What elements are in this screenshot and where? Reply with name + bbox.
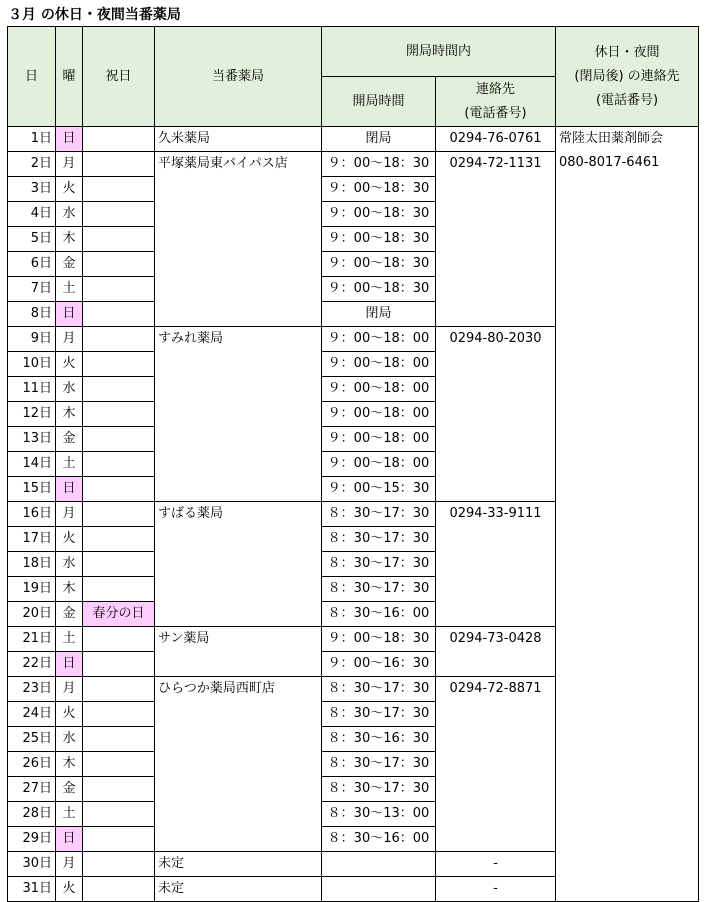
weekday-cell: 月 <box>56 852 83 877</box>
hours-cell: ９：00～18：30 <box>322 152 436 177</box>
hours-cell: ９：00～15：30 <box>322 477 436 502</box>
hours-cell: 閉局 <box>322 302 436 327</box>
holiday-cell <box>83 777 155 802</box>
hours-cell: ８：30～16：00 <box>322 827 436 852</box>
weekday-cell: 土 <box>56 802 83 827</box>
day-cell: 20日 <box>8 602 56 627</box>
day-cell: 23日 <box>8 677 56 702</box>
night-contact-cell <box>556 127 699 902</box>
holiday-cell <box>83 852 155 877</box>
day-cell: 8日 <box>8 302 56 327</box>
hours-cell: ９：00～18：00 <box>322 377 436 402</box>
day-cell: 24日 <box>8 702 56 727</box>
day-cell: 18日 <box>8 552 56 577</box>
holiday-cell <box>83 452 155 477</box>
hours-cell: ８：30～17：30 <box>322 777 436 802</box>
holiday-cell <box>83 727 155 752</box>
weekday-cell: 日 <box>56 127 83 152</box>
weekday-cell: 日 <box>56 827 83 852</box>
hours-cell: 閉局 <box>322 127 436 152</box>
hours-cell <box>322 852 436 877</box>
hours-cell: ９：00～18：00 <box>322 452 436 477</box>
hours-cell: ８：30～17：30 <box>322 752 436 777</box>
holiday-cell <box>83 702 155 727</box>
day-cell: 21日 <box>8 627 56 652</box>
hours-cell: ８：30～17：30 <box>322 502 436 527</box>
weekday-cell: 木 <box>56 227 83 252</box>
day-cell: 27日 <box>8 777 56 802</box>
day-cell: 16日 <box>8 502 56 527</box>
hours-cell: ８：30～16：30 <box>322 727 436 752</box>
pharmacy-name-cell: ひらつか薬局西町店 <box>155 677 322 852</box>
header-holiday: 祝日 <box>83 27 155 127</box>
pharmacy-name-cell: 未定 <box>155 852 322 877</box>
day-cell: 5日 <box>8 227 56 252</box>
hours-cell <box>322 877 436 902</box>
night-contact-tel: 080-8017-6461 <box>559 155 660 170</box>
holiday-cell <box>83 877 155 902</box>
weekday-cell: 水 <box>56 202 83 227</box>
holiday-cell <box>83 652 155 677</box>
duty-pharmacy-table <box>7 26 699 902</box>
hours-cell: ９：00～18：00 <box>322 427 436 452</box>
pharmacy-name-cell: サン薬局 <box>155 627 322 677</box>
night-contact-name: 常陸太田薬剤師会 <box>559 131 664 146</box>
day-cell: 14日 <box>8 452 56 477</box>
pharmacy-tel-cell: 0294-80-2030 <box>436 327 556 502</box>
day-cell: 6日 <box>8 252 56 277</box>
weekday-cell: 火 <box>56 702 83 727</box>
holiday-cell <box>83 502 155 527</box>
table-row <box>8 127 699 152</box>
weekday-cell: 金 <box>56 252 83 277</box>
holiday-cell <box>83 827 155 852</box>
header-night-line1: 休日・夜間 <box>594 44 660 60</box>
hours-cell: ９：00～18：30 <box>322 252 436 277</box>
holiday-cell <box>83 427 155 452</box>
holiday-cell <box>83 202 155 227</box>
page-title: ３月 の休日・夜間当番薬局 <box>8 7 181 23</box>
weekday-cell: 火 <box>56 877 83 902</box>
day-cell: 10日 <box>8 352 56 377</box>
weekday-cell: 金 <box>56 777 83 802</box>
weekday-cell: 水 <box>56 377 83 402</box>
weekday-cell: 火 <box>56 527 83 552</box>
pharmacy-tel-cell: 0294-33-9111 <box>436 502 556 627</box>
day-cell: 4日 <box>8 202 56 227</box>
weekday-cell: 月 <box>56 327 83 352</box>
header-hours: 開局時間 <box>322 77 436 127</box>
hours-cell: ９：00～18：30 <box>322 277 436 302</box>
weekday-cell: 金 <box>56 427 83 452</box>
holiday-cell <box>83 752 155 777</box>
day-cell: 22日 <box>8 652 56 677</box>
weekday-cell: 木 <box>56 402 83 427</box>
hours-cell: ８：30～17：30 <box>322 702 436 727</box>
day-cell: 12日 <box>8 402 56 427</box>
holiday-cell <box>83 127 155 152</box>
pharmacy-name-cell: すみれ薬局 <box>155 327 322 502</box>
day-cell: 9日 <box>8 327 56 352</box>
weekday-cell: 水 <box>56 552 83 577</box>
header-pharmacy: 当番薬局 <box>155 27 322 127</box>
hours-cell: ８：30～17：30 <box>322 577 436 602</box>
header-night-line3: (電話番号) <box>595 92 659 108</box>
header-contact-line1: 連絡先 <box>476 81 516 97</box>
day-cell: 13日 <box>8 427 56 452</box>
day-cell: 30日 <box>8 852 56 877</box>
pharmacy-name-cell: 未定 <box>155 877 322 902</box>
header-contact <box>436 77 556 127</box>
hours-cell: ９：00～18：30 <box>322 227 436 252</box>
day-cell: 11日 <box>8 377 56 402</box>
weekday-cell: 土 <box>56 452 83 477</box>
weekday-cell: 木 <box>56 577 83 602</box>
weekday-cell: 火 <box>56 177 83 202</box>
holiday-cell <box>83 302 155 327</box>
pharmacy-tel-cell: - <box>436 877 556 902</box>
hours-cell: ８：30～16：00 <box>322 602 436 627</box>
weekday-cell: 日 <box>56 652 83 677</box>
day-cell: 31日 <box>8 877 56 902</box>
pharmacy-tel-cell: 0294-76-0761 <box>436 127 556 152</box>
hours-cell: ８：30～17：30 <box>322 677 436 702</box>
day-cell: 3日 <box>8 177 56 202</box>
pharmacy-tel-cell: - <box>436 852 556 877</box>
weekday-cell: 月 <box>56 502 83 527</box>
holiday-cell <box>83 352 155 377</box>
holiday-cell <box>83 152 155 177</box>
hours-cell: ９：00～18：00 <box>322 402 436 427</box>
day-cell: 17日 <box>8 527 56 552</box>
holiday-cell <box>83 527 155 552</box>
weekday-cell: 火 <box>56 352 83 377</box>
schedule-body <box>8 127 699 902</box>
day-cell: 29日 <box>8 827 56 852</box>
hours-cell: ８：30～13：00 <box>322 802 436 827</box>
day-cell: 1日 <box>8 127 56 152</box>
pharmacy-tel-cell: 0294-72-1131 <box>436 152 556 327</box>
pharmacy-tel-cell: 0294-72-8871 <box>436 677 556 852</box>
holiday-cell <box>83 677 155 702</box>
holiday-cell <box>83 627 155 652</box>
holiday-cell <box>83 327 155 352</box>
header-weekday: 曜 <box>56 27 83 127</box>
hours-cell: ９：00～18：30 <box>322 177 436 202</box>
weekday-cell: 土 <box>56 627 83 652</box>
holiday-cell <box>83 377 155 402</box>
holiday-cell <box>83 577 155 602</box>
weekday-cell: 日 <box>56 302 83 327</box>
holiday-cell <box>83 227 155 252</box>
hours-cell: ９：00～18：30 <box>322 202 436 227</box>
holiday-cell <box>83 477 155 502</box>
header-night-line2: (閉局後) の連絡先 <box>574 68 680 84</box>
pharmacy-name-cell: 久米薬局 <box>155 127 322 152</box>
holiday-cell <box>83 252 155 277</box>
weekday-cell: 水 <box>56 727 83 752</box>
day-cell: 28日 <box>8 802 56 827</box>
header-day: 日 <box>8 27 56 127</box>
pharmacy-name-cell: すばる薬局 <box>155 502 322 627</box>
header-open-group: 開局時間内 <box>322 27 556 77</box>
weekday-cell: 月 <box>56 677 83 702</box>
hours-cell: ８：30～17：30 <box>322 552 436 577</box>
day-cell: 2日 <box>8 152 56 177</box>
pharmacy-tel-cell: 0294-73-0428 <box>436 627 556 677</box>
day-cell: 19日 <box>8 577 56 602</box>
holiday-cell <box>83 802 155 827</box>
weekday-cell: 日 <box>56 477 83 502</box>
hours-cell: ９：00～18：30 <box>322 627 436 652</box>
hours-cell: ９：00～18：00 <box>322 327 436 352</box>
day-cell: 25日 <box>8 727 56 752</box>
weekday-cell: 木 <box>56 752 83 777</box>
holiday-cell <box>83 177 155 202</box>
weekday-cell: 土 <box>56 277 83 302</box>
holiday-cell: 春分の日 <box>83 602 155 627</box>
holiday-cell <box>83 277 155 302</box>
holiday-cell <box>83 402 155 427</box>
holiday-cell <box>83 552 155 577</box>
weekday-cell: 金 <box>56 602 83 627</box>
day-cell: 15日 <box>8 477 56 502</box>
hours-cell: ９：00～18：00 <box>322 352 436 377</box>
weekday-cell: 月 <box>56 152 83 177</box>
hours-cell: ９：00～16：30 <box>322 652 436 677</box>
pharmacy-name-cell: 平塚薬局東バイパス店 <box>155 152 322 327</box>
day-cell: 26日 <box>8 752 56 777</box>
header-night-contact <box>556 27 699 127</box>
header-contact-line2: (電話番号) <box>464 105 527 121</box>
hours-cell: ８：30～17：30 <box>322 527 436 552</box>
day-cell: 7日 <box>8 277 56 302</box>
